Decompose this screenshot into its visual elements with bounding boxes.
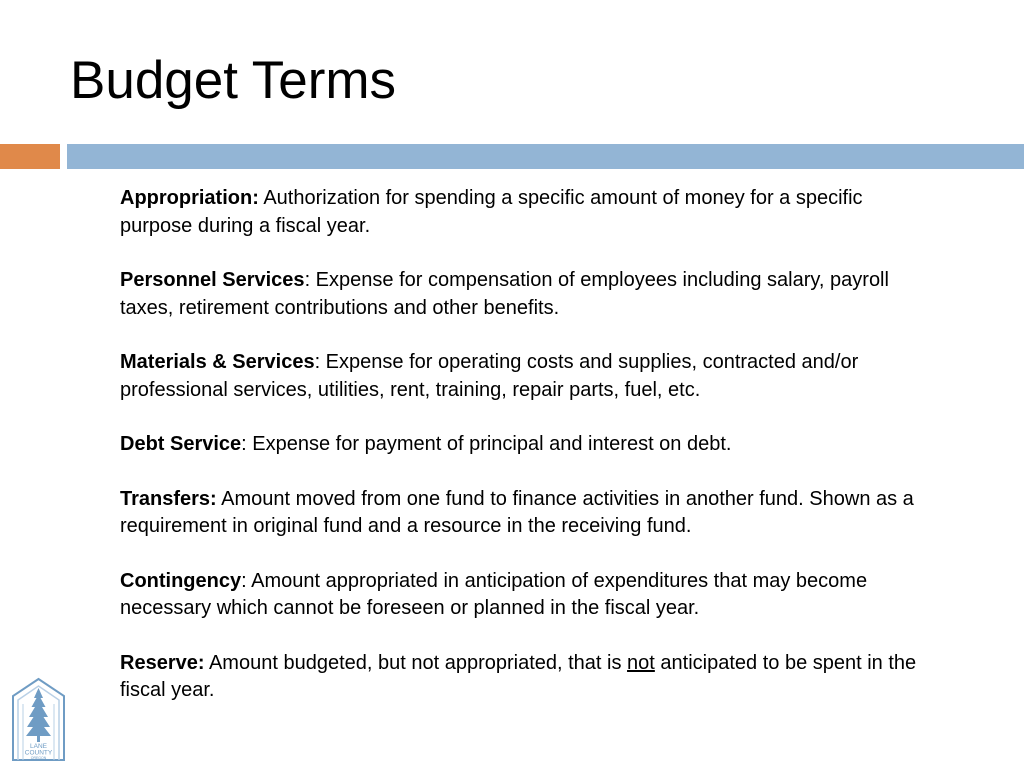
term-name: Transfers: [120,487,217,510]
term-personnel-services [120,267,920,322]
term-debt-service [120,431,920,459]
term-definition: Amount moved from one fund to finance activities in another fund. Shown as a requirement in original fund and a resource in the receiving fund. [120,487,914,537]
blue-accent-bar [67,144,1024,169]
lane-county-tree-logo-icon [10,676,67,762]
logo-text-county: COUNTY [24,749,53,757]
term-definition: Authorization for spending a specific amount of money for a specific purpose during a fiscal year. [120,187,863,237]
term-appropriation [120,185,920,240]
term-definition-emphasis: not [627,651,655,674]
term-definition: : Expense for operating costs and supplies, contracted and/or professional services, utilities, rent, training, repair parts, fuel, etc. [120,351,859,401]
term-materials-services [120,349,920,404]
term-definition: Amount budgeted, but not appropriated, that is [204,651,628,674]
term-reserve [120,650,920,705]
term-transfers [120,486,920,541]
page-title: Budget Terms [70,51,397,110]
term-definition: : Expense for compensation of employees including salary, payroll taxes, retirement contributions and other benefits. [120,269,889,319]
term-contingency [120,568,920,623]
term-name: Personnel Services [120,269,305,291]
logo-text-lane: LANE [30,743,47,750]
term-definition: anticipated to be spent in the fiscal year. [120,651,917,701]
term-definition: : Expense for payment of principal and interest on debt. [241,433,732,455]
term-definition: : Amount appropriated in anticipation of expenditures that may become necessary which cannot be foreseen or planned in the fiscal year. [120,569,868,619]
term-name: Reserve: [120,651,205,674]
orange-accent-bar [0,144,60,169]
term-name: Appropriation: [120,187,259,209]
term-name: Debt Service [120,433,242,455]
budget-terms-list [120,185,920,705]
term-name: Contingency [120,569,242,592]
logo-text-oregon: OREGON [30,756,47,760]
term-name: Materials & Services [120,351,315,373]
